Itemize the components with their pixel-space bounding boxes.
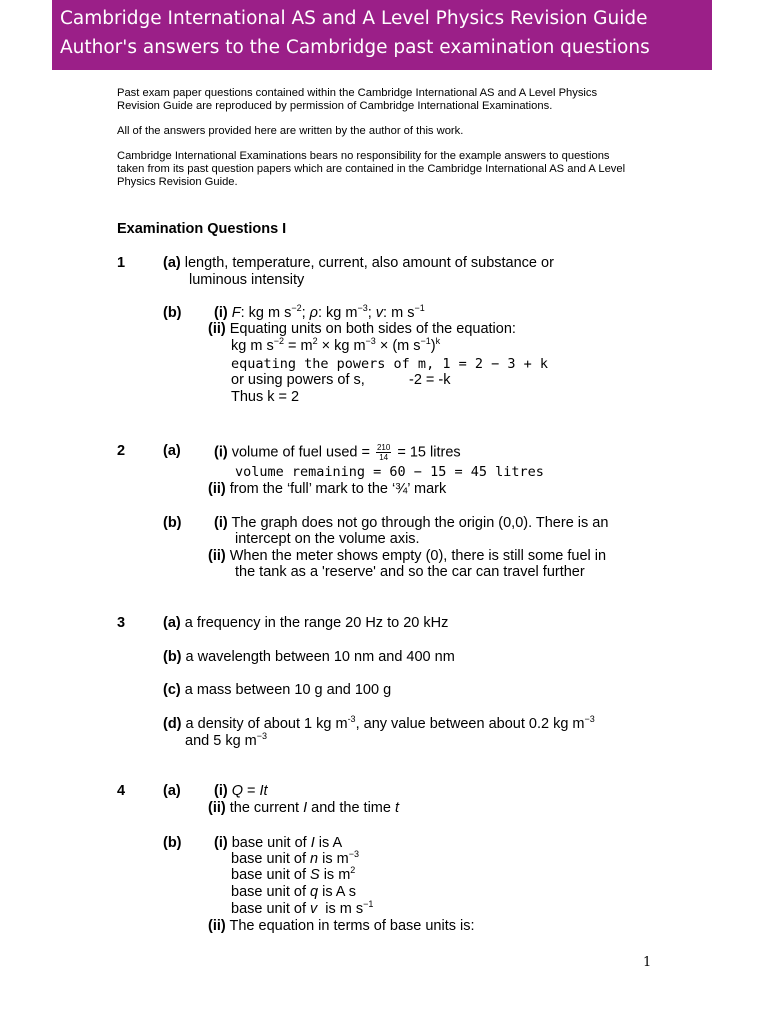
q2-b-ii: (ii) When the meter shows empty (0), there is still some fuel in [208, 548, 607, 564]
question-number: 1 [117, 255, 126, 271]
q2-part-b-label: (b) [163, 515, 182, 531]
q1-b-i: (i) F: kg m $s^{-2}$; ρ: kg $m^{-3}$; v: m $s^{-1}$ [214, 303, 425, 321]
page-number: 1 [643, 955, 652, 970]
q4-a-ii: (ii) the current I and the time t [208, 800, 400, 816]
q1-powers-s: or using powers of s, [231, 372, 365, 388]
intro-line: Past exam paper questions contained within the Cambridge International AS and A Level Physics [117, 87, 598, 99]
q1-result: Thus k = 2 [231, 389, 300, 405]
q1-part-a-cont: luminous intensity [189, 272, 305, 288]
intro-paragraph-2 [117, 125, 463, 138]
q3-part-c: (c) a mass between 10 g and 100 g [163, 682, 392, 698]
intro-line: taken from its past question papers which are contained in the Cambridge International AS and A Level [117, 163, 626, 175]
q2-volume-remaining: volume remaining = 60 − 15 = 45 litres [235, 464, 544, 480]
q2-part-a-label: (a) [163, 443, 181, 459]
q3-part-a: (a) a frequency in the range 20 Hz to 20 kHz [163, 615, 449, 631]
question-number: 2 [117, 443, 126, 459]
document-subtitle: Author's answers to the Cambridge past examination questions [60, 37, 650, 58]
intro-line: Cambridge International Examinations bears no responsibility for the example answers to questions [117, 150, 610, 162]
q1-powers-m: equating the powers of m, 1 = 2 − 3 + k [231, 356, 548, 372]
document-title: Cambridge International AS and A Level Physics Revision Guide [60, 8, 648, 29]
q4-base-unit-v: base unit of v is m $s^{-1}$ [231, 899, 374, 917]
question-number: 4 [117, 783, 126, 799]
q1-powers-s-value: -2 = -k [409, 372, 451, 388]
q3-part-b: (b) a wavelength between 10 nm and 400 nm [163, 649, 455, 665]
fraction: $\frac{210}{14}$ [376, 443, 391, 462]
header-banner [52, 0, 712, 70]
question-number: 3 [117, 615, 126, 631]
q4-part-a-label: (a) [163, 783, 181, 799]
intro-line: Physics Revision Guide. [117, 176, 238, 188]
q2-b-i: (i) The graph does not go through the origin (0,0). There is an [214, 515, 609, 531]
q4-a-i: (i) Q = It [214, 783, 268, 799]
q4-base-unit-S: base unit of S is $m^2$ [231, 865, 356, 883]
q3-part-d: (d) a density of about 1 kg $m^{-3}$, any value between about 0.2 kg $m^{-3}$ [163, 714, 595, 732]
q3-part-d-cont: and 5 kg $m^{-3}$ [185, 731, 268, 749]
q2-b-i-cont: intercept on the volume axis. [235, 531, 420, 547]
q2-a-ii: (ii) from the ‘full’ mark to the ‘¾’ mark [208, 481, 447, 497]
q1-part-a: (a) length, temperature, current, also amount of substance or [163, 255, 554, 271]
q4-b-i: (i) base unit of I is A [214, 835, 343, 851]
q4-base-unit-q: base unit of q is A s [231, 884, 356, 900]
intro-paragraph-1 [117, 87, 597, 113]
q1-units-equation: kg m $s^{-2} = m^2$ × kg $m^{-3} \times (m$ $s^{-1})^k$ [231, 336, 441, 354]
q1-b-ii: (ii) Equating units on both sides of the equation: [208, 321, 516, 337]
q4-part-b-label: (b) [163, 835, 182, 851]
q2-b-ii-cont: the tank as a 'reserve' and so the car can travel further [235, 564, 585, 580]
intro-paragraph-3 [117, 150, 625, 189]
q1-part-b-label: (b) [163, 305, 182, 321]
intro-line: Revision Guide are reproduced by permission of Cambridge International Examinations. [117, 100, 553, 112]
section-title: Examination Questions I [117, 221, 287, 237]
q4-base-unit-n: base unit of n is $m^{-3}$ [231, 849, 359, 867]
q2-a-i: (i) volume of fuel used = $\frac{210}{14}$ = 15 litres [214, 443, 461, 462]
intro-line: All of the answers provided here are written by the author of this work. [117, 125, 464, 137]
q4-b-ii: (ii) The equation in terms of base units is: [208, 918, 475, 934]
